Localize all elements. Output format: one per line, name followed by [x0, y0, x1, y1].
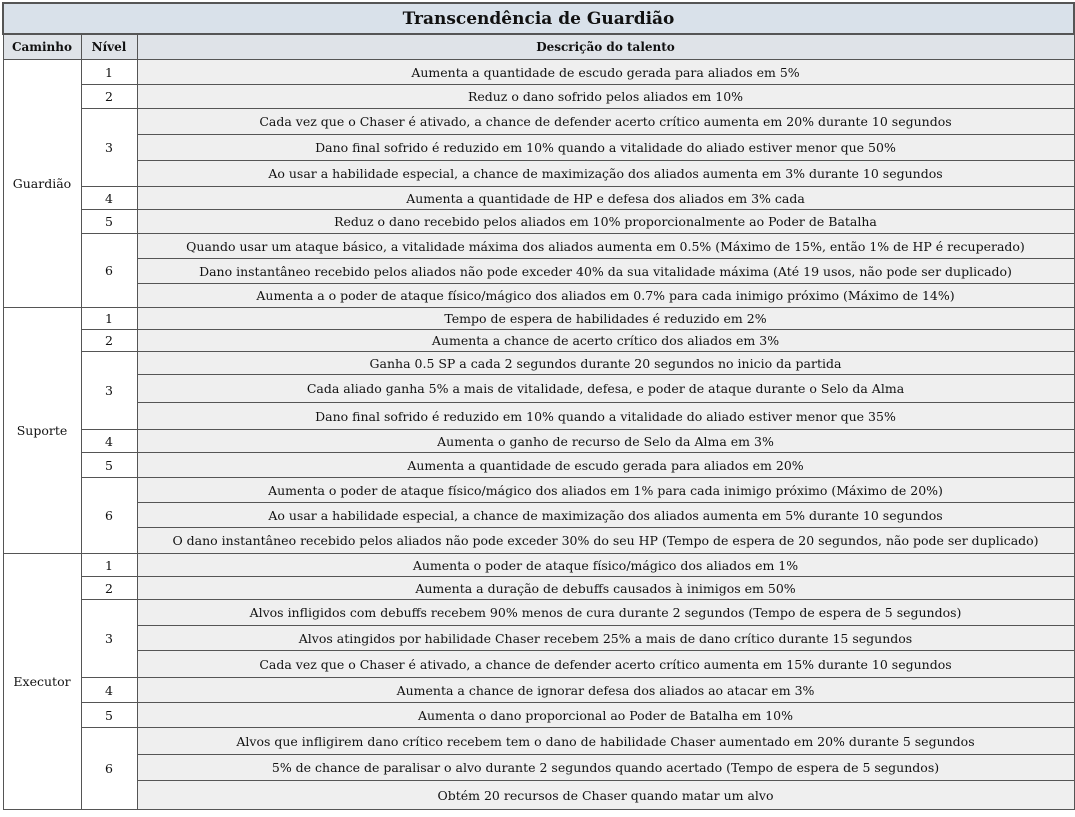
- table-row: [3, 478, 1074, 503]
- table-row: [3, 375, 1074, 403]
- table-row: [3, 352, 1074, 375]
- description-cell: Dano final sofrido é reduzido em 10% quando a vitalidade do aliado estiver menor que 35%: [137, 403, 1074, 430]
- description-cell: Aumenta o poder de ataque físico/mágico dos aliados em 1%: [137, 554, 1074, 577]
- table-row: [3, 234, 1074, 259]
- description-cell: Aumenta a chance de acerto crítico dos aliados em 3%: [137, 330, 1074, 352]
- level-cell: 6: [81, 728, 137, 810]
- description-cell: Cada aliado ganha 5% a mais de vitalidade, defesa, e poder de ataque durante o Selo da Alma: [137, 375, 1074, 403]
- description-cell: Reduz o dano recebido pelos aliados em 10% proporcionalmente ao Poder de Batalha: [137, 210, 1074, 234]
- description-cell: Ao usar a habilidade especial, a chance de maximização dos aliados aumenta em 3% durante 10 segundos: [137, 161, 1074, 187]
- header-path: Caminho: [3, 34, 81, 60]
- table-row: [3, 755, 1074, 781]
- header-level: Nível: [81, 34, 137, 60]
- level-cell: 3: [81, 352, 137, 430]
- table-row: [3, 626, 1074, 651]
- path-cell: Guardião: [3, 60, 81, 308]
- description-cell: Dano final sofrido é reduzido em 10% quando a vitalidade do aliado estiver menor que 50%: [137, 135, 1074, 161]
- description-cell: Aumenta a chance de ignorar defesa dos aliados ao atacar em 3%: [137, 678, 1074, 703]
- level-cell: 5: [81, 210, 137, 234]
- talent-table: [2, 2, 1075, 810]
- description-cell: Cada vez que o Chaser é ativado, a chance de defender acerto crítico aumenta em 15% durante 10 segundos: [137, 651, 1074, 678]
- description-cell: Aumenta a quantidade de escudo gerada para aliados em 20%: [137, 453, 1074, 478]
- level-cell: 5: [81, 703, 137, 728]
- table-row: [3, 453, 1074, 478]
- description-cell: Ao usar a habilidade especial, a chance de maximização dos aliados aumenta em 5% durante 10 segundos: [137, 503, 1074, 528]
- table-row: [3, 577, 1074, 600]
- table-row: [3, 85, 1074, 109]
- table-row: [3, 109, 1074, 135]
- level-cell: 2: [81, 330, 137, 352]
- description-cell: Aumenta o dano proporcional ao Poder de Batalha em 10%: [137, 703, 1074, 728]
- level-cell: 2: [81, 85, 137, 109]
- description-cell: Quando usar um ataque básico, a vitalidade máxima dos aliados aumenta em 0.5% (Máximo de 15%, então 1% de HP é recuperado): [137, 234, 1074, 259]
- level-cell: 1: [81, 554, 137, 577]
- table-row: [3, 210, 1074, 234]
- table-body: [3, 60, 1074, 810]
- description-cell: Dano instantâneo recebido pelos aliados não pode exceder 40% da sua vitalidade máxima (Até 19 usos, não pode ser duplicado): [137, 259, 1074, 284]
- level-cell: 2: [81, 577, 137, 600]
- table-row: [3, 403, 1074, 430]
- table-row: [3, 651, 1074, 678]
- description-cell: Aumenta a quantidade de HP e defesa dos aliados em 3% cada: [137, 187, 1074, 210]
- description-cell: Aumenta a quantidade de escudo gerada para aliados em 5%: [137, 60, 1074, 85]
- description-cell: Reduz o dano sofrido pelos aliados em 10%: [137, 85, 1074, 109]
- level-cell: 5: [81, 453, 137, 478]
- description-cell: Ganha 0.5 SP a cada 2 segundos durante 20 segundos no inicio da partida: [137, 352, 1074, 375]
- level-cell: 1: [81, 308, 137, 330]
- table-row: [3, 503, 1074, 528]
- table-row: [3, 187, 1074, 210]
- table-row: [3, 600, 1074, 626]
- description-cell: Aumenta o ganho de recurso de Selo da Alma em 3%: [137, 430, 1074, 453]
- description-cell: Aumenta a duração de debuffs causados à inimigos em 50%: [137, 577, 1074, 600]
- level-cell: 3: [81, 109, 137, 187]
- table-row: [3, 135, 1074, 161]
- level-cell: 1: [81, 60, 137, 85]
- table-row: [3, 678, 1074, 703]
- table-row: [3, 161, 1074, 187]
- level-cell: 6: [81, 234, 137, 308]
- description-cell: Alvos atingidos por habilidade Chaser recebem 25% a mais de dano crítico durante 15 segundos: [137, 626, 1074, 651]
- level-cell: 3: [81, 600, 137, 678]
- table-row: [3, 430, 1074, 453]
- header-description: Descrição do talento: [137, 34, 1074, 60]
- table-title: Transcendência de Guardião: [3, 3, 1074, 34]
- description-cell: Tempo de espera de habilidades é reduzido em 2%: [137, 308, 1074, 330]
- path-cell: Suporte: [3, 308, 81, 554]
- table-row: [3, 330, 1074, 352]
- description-cell: Aumenta o poder de ataque físico/mágico dos aliados em 1% para cada inimigo próximo (Máximo de 20%): [137, 478, 1074, 503]
- description-cell: Aumenta a o poder de ataque físico/mágico dos aliados em 0.7% para cada inimigo próximo (Máximo de 14%): [137, 284, 1074, 308]
- level-cell: 4: [81, 430, 137, 453]
- description-cell: Alvos infligidos com debuffs recebem 90% menos de cura durante 2 segundos (Tempo de espera de 5 segundos): [137, 600, 1074, 626]
- table-row: [3, 781, 1074, 810]
- table-row: [3, 60, 1074, 85]
- level-cell: 4: [81, 678, 137, 703]
- level-cell: 4: [81, 187, 137, 210]
- table-row: [3, 308, 1074, 330]
- path-cell: Executor: [3, 554, 81, 810]
- table-row: [3, 703, 1074, 728]
- table-row: [3, 528, 1074, 554]
- description-cell: Obtém 20 recursos de Chaser quando matar um alvo: [137, 781, 1074, 810]
- description-cell: 5% de chance de paralisar o alvo durante 2 segundos quando acertado (Tempo de espera de 5 segundos): [137, 755, 1074, 781]
- description-cell: Alvos que infligirem dano crítico recebem tem o dano de habilidade Chaser aumentado em 20% durante 5 segundos: [137, 728, 1074, 755]
- table-row: [3, 728, 1074, 755]
- table-row: [3, 554, 1074, 577]
- description-cell: O dano instantâneo recebido pelos aliados não pode exceder 30% do seu HP (Tempo de espera de 20 segundos, não pode ser duplicado): [137, 528, 1074, 554]
- level-cell: 6: [81, 478, 137, 554]
- table-row: [3, 259, 1074, 284]
- description-cell: Cada vez que o Chaser é ativado, a chance de defender acerto crítico aumenta em 20% durante 10 segundos: [137, 109, 1074, 135]
- table-row: [3, 284, 1074, 308]
